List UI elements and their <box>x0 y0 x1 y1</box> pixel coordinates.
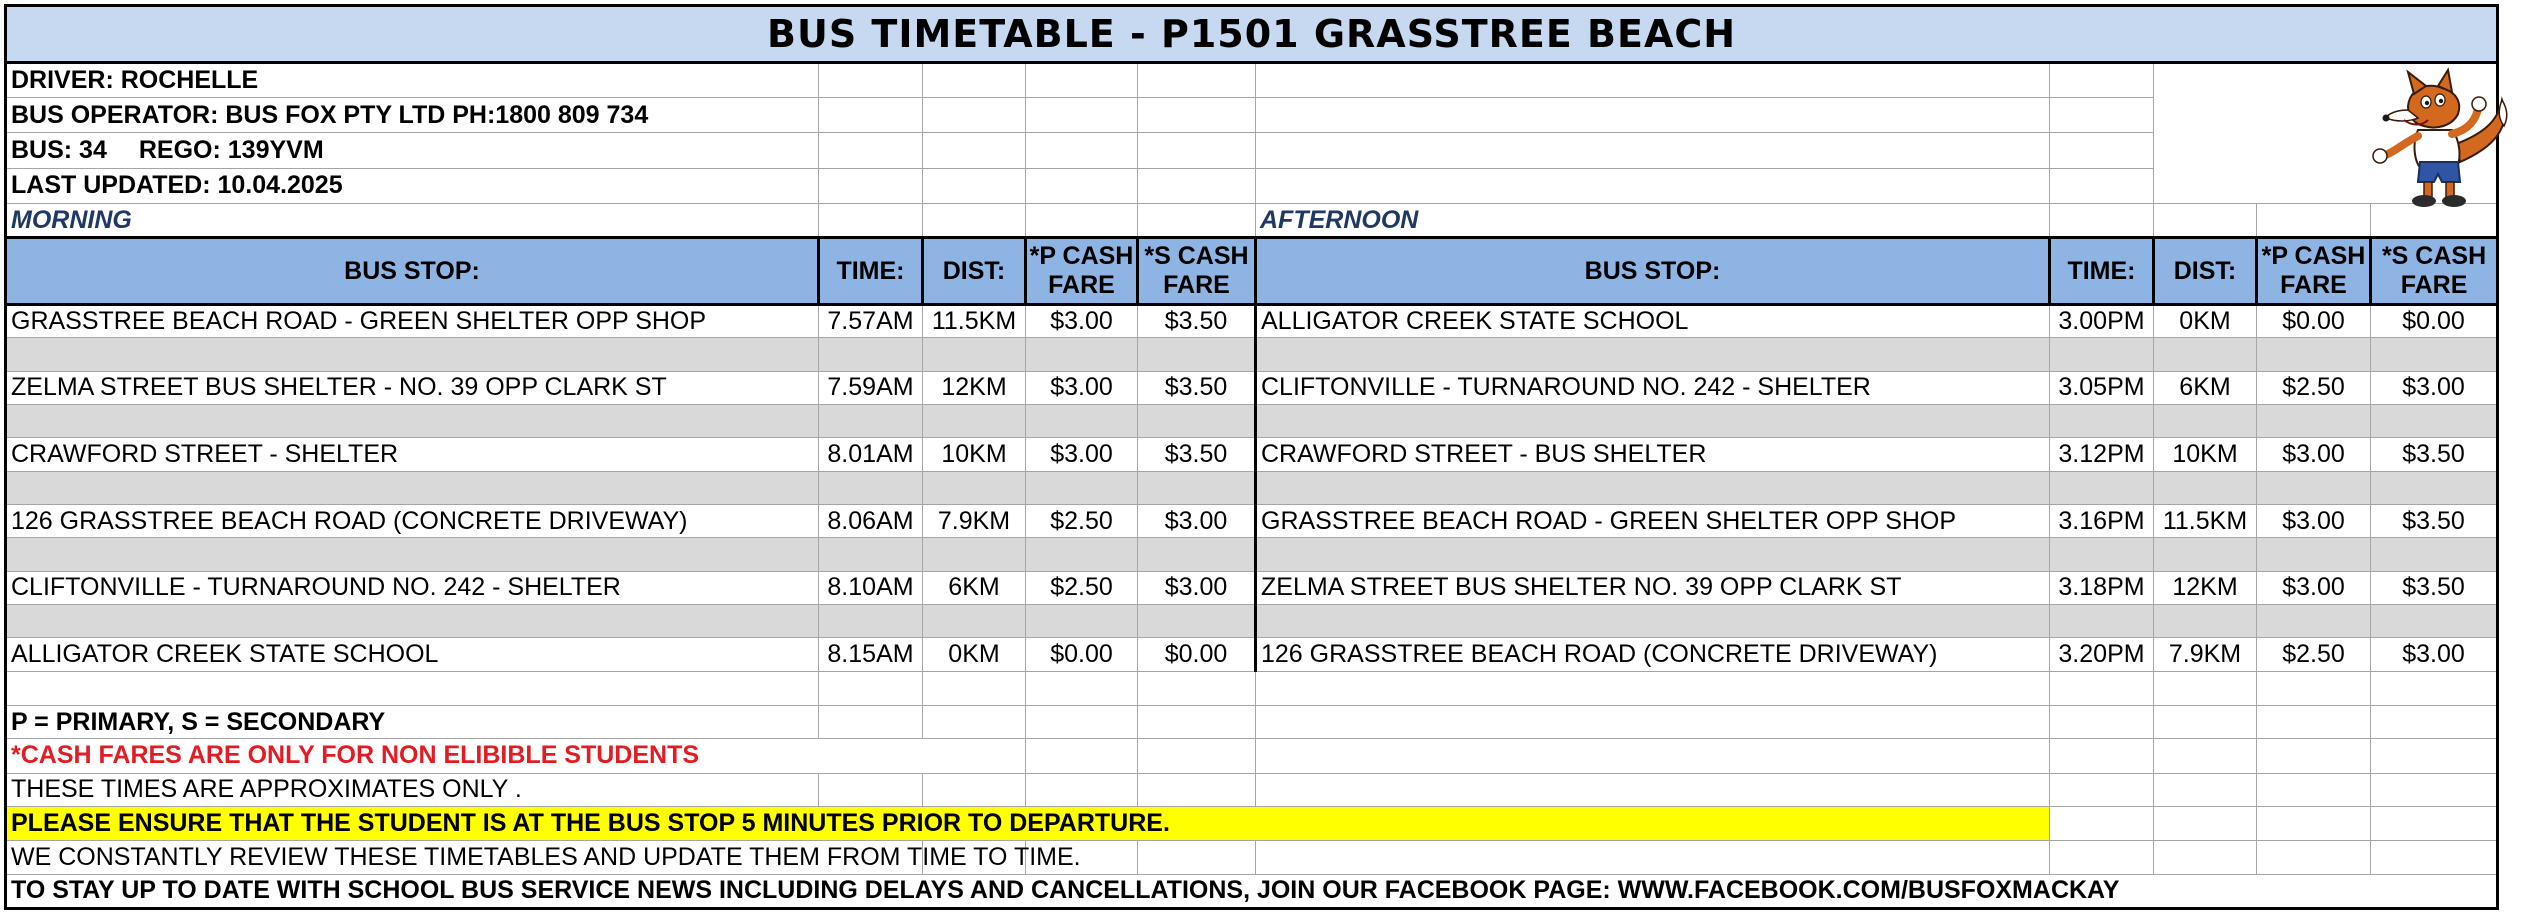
afternoon-p-fare: $3.00 <box>2257 571 2371 604</box>
afternoon-dist: 6KM <box>2154 371 2257 404</box>
afternoon-time-header: TIME: <box>2050 238 2154 305</box>
afternoon-p-cash-header: *P CASH FARE <box>2257 238 2371 305</box>
review-note: WE CONSTANTLY REVIEW THESE TIMETABLES AND UPDATE THEM FROM TIME TO TIME. <box>6 841 923 874</box>
morning-bus-stop-header: BUS STOP: <box>6 238 819 305</box>
column-header-row <box>6 238 2498 305</box>
morning-p-fare: $3.00 <box>1026 438 1138 471</box>
morning-time: 8.10AM <box>819 571 923 604</box>
fox-mascot-icon <box>2352 70 2522 210</box>
operator-label: BUS OPERATOR: BUS FOX PTY LTD PH:1800 809 734 <box>6 97 819 132</box>
morning-time-header: TIME: <box>819 238 923 305</box>
table-row <box>6 504 2498 537</box>
afternoon-dist: 7.9KM <box>2154 638 2257 671</box>
timetable-sheet <box>4 4 2499 910</box>
morning-time: 7.57AM <box>819 304 923 337</box>
morning-s-fare: $3.50 <box>1138 371 1256 404</box>
afternoon-dist: 0KM <box>2154 304 2257 337</box>
morning-stop: GRASSTREE BEACH ROAD - GREEN SHELTER OPP SHOP <box>6 304 819 337</box>
morning-section-label: MORNING <box>6 203 819 237</box>
afternoon-p-fare: $2.50 <box>2257 638 2371 671</box>
rego-number: REGO: 139YVM <box>138 135 324 164</box>
bus-rego-label <box>6 133 819 168</box>
morning-time: 8.01AM <box>819 438 923 471</box>
afternoon-stop: 126 GRASSTREE BEACH ROAD (CONCRETE DRIVEWAY) <box>1256 638 2050 671</box>
morning-time: 7.59AM <box>819 371 923 404</box>
morning-dist: 6KM <box>923 571 1026 604</box>
morning-p-fare: $2.50 <box>1026 571 1138 604</box>
afternoon-time: 3.05PM <box>2050 371 2154 404</box>
departure-warning: PLEASE ENSURE THAT THE STUDENT IS AT THE BUS STOP 5 MINUTES PRIOR TO DEPARTURE. <box>6 806 2050 840</box>
morning-dist: 7.9KM <box>923 504 1026 537</box>
morning-stop: ZELMA STREET BUS SHELTER - NO. 39 OPP CLARK ST <box>6 371 819 404</box>
afternoon-s-fare: $3.50 <box>2371 438 2498 471</box>
driver-label: DRIVER: ROCHELLE <box>6 62 819 97</box>
afternoon-section-label: AFTERNOON <box>1256 203 2050 237</box>
morning-stop: ALLIGATOR CREEK STATE SCHOOL <box>6 638 819 671</box>
afternoon-dist-header: DIST: <box>2154 238 2257 305</box>
afternoon-s-fare: $3.50 <box>2371 571 2498 604</box>
afternoon-p-fare: $3.00 <box>2257 438 2371 471</box>
morning-p-fare: $2.50 <box>1026 504 1138 537</box>
afternoon-s-cash-header: *S CASH FARE <box>2371 238 2498 305</box>
afternoon-stop: CLIFTONVILLE - TURNAROUND NO. 242 - SHELTER <box>1256 371 2050 404</box>
morning-s-fare: $3.50 <box>1138 304 1256 337</box>
table-row <box>6 304 2498 337</box>
morning-p-fare: $3.00 <box>1026 371 1138 404</box>
morning-dist-header: DIST: <box>923 238 1026 305</box>
facebook-note: TO STAY UP TO DATE WITH SCHOOL BUS SERVICE NEWS INCLUDING DELAYS AND CANCELLATIONS, JOIN OUR FACEBOOK PAGE: WWW.FACEBOOK.COM/BUSFOXMACKAY <box>6 874 2498 909</box>
table-row <box>6 438 2498 471</box>
bus-number: BUS: 34 <box>11 135 107 164</box>
afternoon-s-fare: $3.00 <box>2371 371 2498 404</box>
morning-time: 8.06AM <box>819 504 923 537</box>
last-updated-label: LAST UPDATED: 10.04.2025 <box>6 168 819 203</box>
approx-note: THESE TIMES ARE APPROXIMATES ONLY . <box>6 773 819 806</box>
afternoon-stop: ZELMA STREET BUS SHELTER NO. 39 OPP CLARK ST <box>1256 571 2050 604</box>
morning-p-cash-header: *P CASH FARE <box>1026 238 1138 305</box>
afternoon-dist: 11.5KM <box>2154 504 2257 537</box>
legend-note: P = PRIMARY, S = SECONDARY <box>6 705 819 738</box>
afternoon-time: 3.16PM <box>2050 504 2154 537</box>
afternoon-time: 3.20PM <box>2050 638 2154 671</box>
morning-dist: 0KM <box>923 638 1026 671</box>
morning-s-fare: $3.00 <box>1138 571 1256 604</box>
afternoon-s-fare: $3.50 <box>2371 504 2498 537</box>
afternoon-time: 3.12PM <box>2050 438 2154 471</box>
afternoon-stop: CRAWFORD STREET - BUS SHELTER <box>1256 438 2050 471</box>
afternoon-stop: ALLIGATOR CREEK STATE SCHOOL <box>1256 304 2050 337</box>
morning-time: 8.15AM <box>819 638 923 671</box>
afternoon-s-fare: $3.00 <box>2371 638 2498 671</box>
afternoon-s-fare: $0.00 <box>2371 304 2498 337</box>
morning-stop: 126 GRASSTREE BEACH ROAD (CONCRETE DRIVEWAY) <box>6 504 819 537</box>
morning-s-fare: $3.50 <box>1138 438 1256 471</box>
morning-s-cash-header: *S CASH FARE <box>1138 238 1256 305</box>
morning-s-fare: $3.00 <box>1138 504 1256 537</box>
morning-s-fare: $0.00 <box>1138 638 1256 671</box>
morning-stop: CRAWFORD STREET - SHELTER <box>6 438 819 471</box>
afternoon-time: 3.18PM <box>2050 571 2154 604</box>
page-title: BUS TIMETABLE - P1501 GRASSTREE BEACH <box>6 6 2498 63</box>
morning-stop: CLIFTONVILLE - TURNAROUND NO. 242 - SHELTER <box>6 571 819 604</box>
afternoon-p-fare: $0.00 <box>2257 304 2371 337</box>
afternoon-bus-stop-header: BUS STOP: <box>1256 238 2050 305</box>
cash-fare-note: *CASH FARES ARE ONLY FOR NON ELIBIBLE STUDENTS <box>6 739 1026 773</box>
afternoon-stop: GRASSTREE BEACH ROAD - GREEN SHELTER OPP SHOP <box>1256 504 2050 537</box>
morning-p-fare: $0.00 <box>1026 638 1138 671</box>
afternoon-p-fare: $2.50 <box>2257 371 2371 404</box>
table-row <box>6 638 2498 671</box>
morning-dist: 11.5KM <box>923 304 1026 337</box>
afternoon-time: 3.00PM <box>2050 304 2154 337</box>
table-row <box>6 571 2498 604</box>
afternoon-dist: 10KM <box>2154 438 2257 471</box>
morning-dist: 10KM <box>923 438 1026 471</box>
mascot-cell <box>2154 62 2498 203</box>
morning-p-fare: $3.00 <box>1026 304 1138 337</box>
afternoon-dist: 12KM <box>2154 571 2257 604</box>
table-row <box>6 371 2498 404</box>
afternoon-p-fare: $3.00 <box>2257 504 2371 537</box>
morning-dist: 12KM <box>923 371 1026 404</box>
